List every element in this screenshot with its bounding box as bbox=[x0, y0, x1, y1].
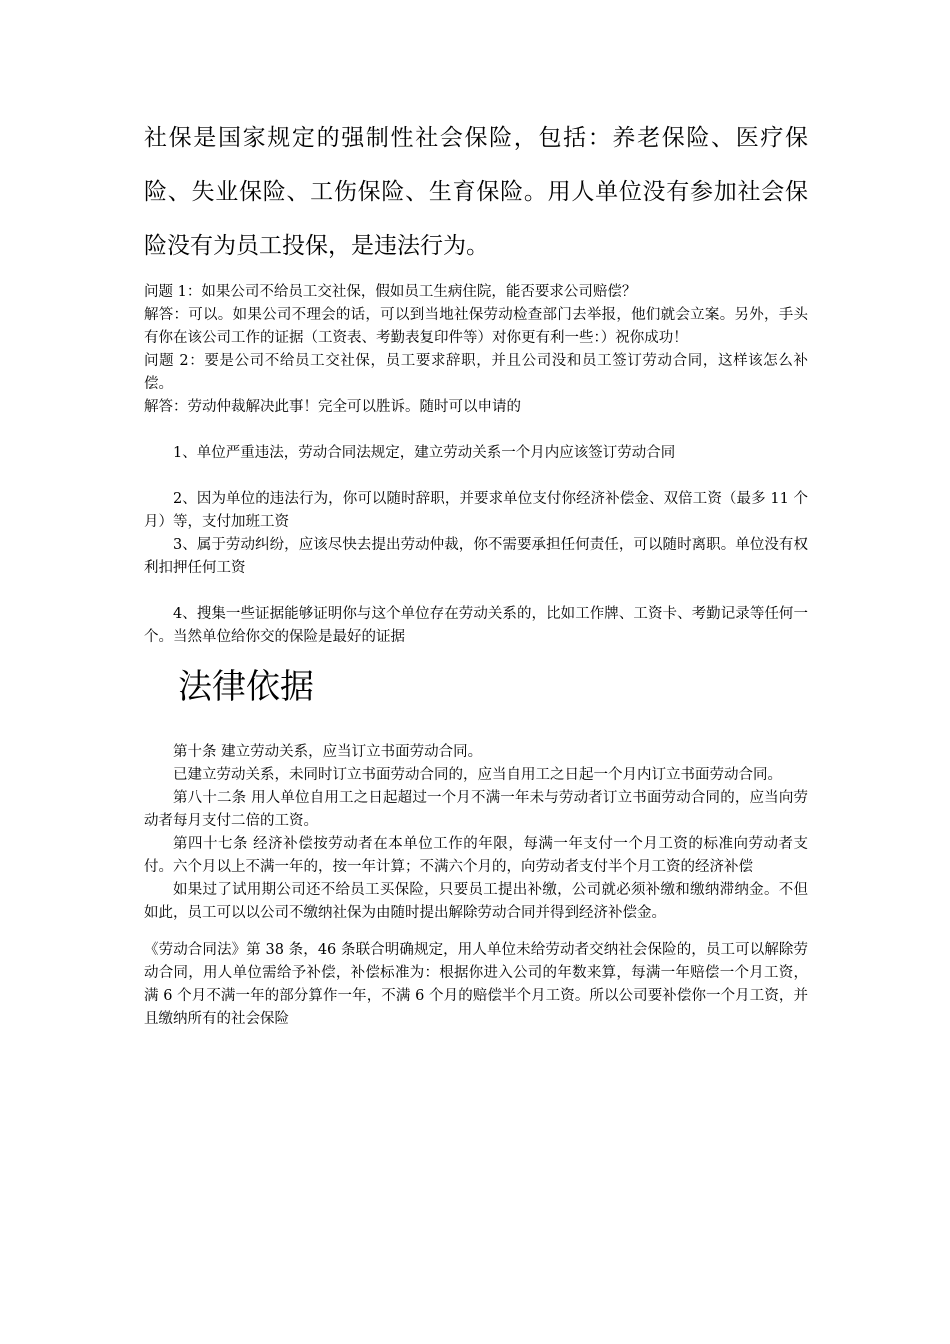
document-page bbox=[144, 0, 808, 1031]
question-1: 问题 1：如果公司不给员工交社保，假如员工生病住院，能否要求公司赔偿？ bbox=[144, 284, 637, 300]
article-82: 第八十二条 用人单位自用工之日起超过一个月不满一年未与劳动者订立书面劳动合同的，应当向劳动者每月支付二倍的工资。 bbox=[144, 790, 808, 829]
list-item-1: 1、单位严重违法，劳动合同法规定，建立劳动关系一个月内应该签订劳动合同 bbox=[173, 445, 676, 461]
article-10-title: 第十条 建立劳动关系，应当订立书面劳动合同。 bbox=[173, 744, 483, 760]
legal-basis-heading: 法律依据 bbox=[178, 667, 314, 707]
answer-1: 解答：可以。如果公司不理会的话，可以到当地社保劳动检查部门去举报，他们就会立案。另外，手头有你在该公司工作的证据（工资表、考勤表复印件等）对你更有利一些：）祝你成功！ bbox=[144, 307, 808, 346]
probation-paragraph: 如果过了试用期公司还不给员工买保险，只要员工提出补缴，公司就必须补缴和缴纳滞纳金。不但如此，员工可以以公司不缴纳社保为由随时提出解除劳动合同并得到经济补偿金。 bbox=[144, 882, 808, 921]
closing-paragraph: 《劳动合同法》第 38 条，46 条联合明确规定，用人单位未给劳动者交纳社会保险的，员工可以解除劳动合同，用人单位需给予补偿，补偿标准为：根据你进入公司的年数来算，每满一年赔偿一个月工资，满 6 个月不满一年的部分算作一年，不满 6 个月的赔偿半个月工资。所以公司要补偿你一个月工资，并且缴纳所有的社会保险 bbox=[144, 942, 808, 1027]
answer-2: 解答：劳动仲裁解决此事！完全可以胜诉。随时可以申请的 bbox=[144, 399, 521, 415]
intro-paragraph: 社保是国家规定的强制性社会保险，包括：养老保险、医疗保险、失业保险、工伤保险、生育保险。用人单位没有参加社会保险没有为员工投保，是违法行为。 bbox=[144, 125, 808, 259]
article-47: 第四十七条 经济补偿按劳动者在本单位工作的年限，每满一年支付一个月工资的标准向劳动者支付。六个月以上不满一年的，按一年计算；不满六个月的，向劳动者支付半个月工资的经济补偿 bbox=[144, 836, 808, 875]
list-item-3: 3、属于劳动纠纷，应该尽快去提出劳动仲裁，你不需要承担任何责任，可以随时离职。单位没有权利扣押任何工资 bbox=[144, 537, 808, 576]
list-item-4: 4、搜集一些证据能够证明你与这个单位存在劳动关系的，比如工作牌、工资卡、考勤记录等任何一个。当然单位给你交的保险是最好的证据 bbox=[144, 606, 808, 645]
list-item-2: 2、因为单位的违法行为，你可以随时辞职，并要求单位支付你经济补偿金、双倍工资（最多 11 个月）等，支付加班工资 bbox=[144, 491, 808, 530]
question-2: 问题 2：要是公司不给员工交社保，员工要求辞职，并且公司没和员工签订劳动合同，这样该怎么补偿。 bbox=[144, 353, 808, 392]
article-10-body: 已建立劳动关系，未同时订立书面劳动合同的，应当自用工之日起一个月内订立书面劳动合同。 bbox=[173, 767, 782, 783]
